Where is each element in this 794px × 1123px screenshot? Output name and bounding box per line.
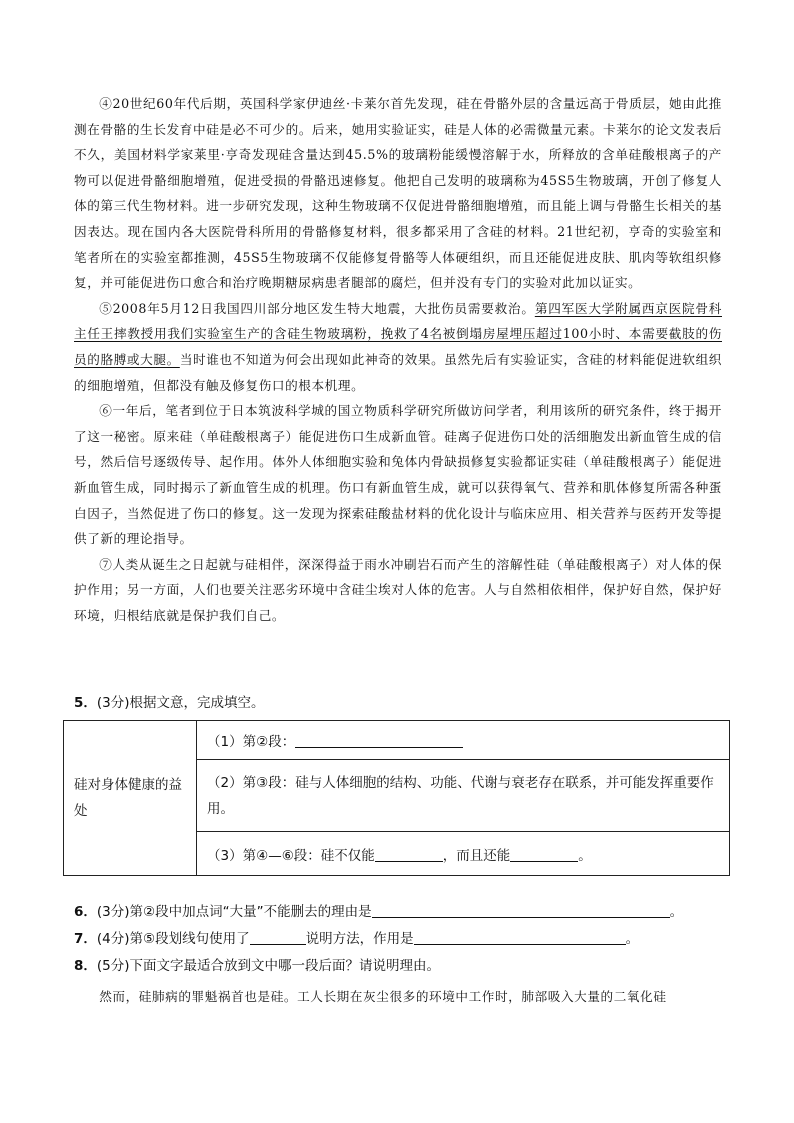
- paragraph-5-lead: ⑤2008年5月12日我国四川部分地区发生特大地震，大批伤员需要救治。: [99, 300, 535, 316]
- question-8-number: 8．: [74, 958, 97, 974]
- question-7-number: 7．: [74, 931, 97, 947]
- answer-blank-1[interactable]: [295, 732, 463, 748]
- fill-in-table: [63, 720, 730, 876]
- paragraph-5-tail: 当时谁也不知道为何会出现如此神奇的效果。虽然先后有实验证实，含硅的材料能促进软组织的细胞增殖，但都没有触及修复伤口的根本机理。: [74, 351, 722, 393]
- question-6-points: (3分): [96, 904, 130, 920]
- paragraph-4: ④20世纪60年代后期，英国科学家伊迪丝·卡莱尔首先发现，硅在骨骼外层的含量远高于骨质层，她由此推测在骨骼的生长发育中硅是必不可少的。后来，她用实验证实，硅是人体的必需微量元素。卡莱尔的论文发表后不久，美国材料学家莱里·亨奇发现硅含量达到45.5%的玻璃粉能缓慢溶解于水，所释放的含单硅酸根离子的产物可以促进骨骼细胞增殖，促进受损的骨骼迅速修复。他把自己发明的玻璃称为45S5生物玻璃，开创了修复人体的第三代生物材料。进一步研究发现，这种生物玻璃不仅促进骨骼细胞增殖，而且能上调与骨骼生长相关的基因表达。现在国内各大医院骨科所用的骨骼修复材料，很多都采用了含硅的材料。21世纪初，亨奇的实验室和笔者所在的实验室都推测，45S5生物玻璃不仅能修复骨骼等人体硬组织，而且还能促进皮肤、肌肉等软组织修复，并可能促进伤口愈合和治疗晚期糖尿病患者腿部的腐烂，但并没有专门的实验对此加以证实。: [74, 96, 722, 291]
- question-8: [74, 956, 440, 976]
- question-7-text-a: 第⑤段划线句使用了: [129, 931, 250, 947]
- table-row-3: [197, 832, 730, 876]
- paragraph-7: ⑦人类从诞生之日起就与硅相伴，深深得益于雨水冲刷岩石而产生的溶解性硅（单硅酸根离子）对人体的保护作用；另一方面，人们也要关注恶劣环境中含硅尘埃对人体的危害。人与自然相依相伴，保护好自然，保护好环境，归根结底就是保护我们自己。: [74, 556, 722, 623]
- question-6-end: 。: [669, 904, 684, 920]
- question-5-text: 根据文意，完成填空。: [129, 695, 265, 711]
- question-7: [74, 929, 639, 949]
- paragraph-5: [74, 296, 722, 398]
- question-8-points: (5分): [96, 958, 130, 974]
- question-5-points: (3分): [96, 695, 130, 711]
- answer-blank-q7-method[interactable]: [250, 929, 306, 945]
- question-7-text-b: 说明方法，作用是: [305, 931, 414, 947]
- table-left-label: 硅对身体健康的益处: [64, 721, 197, 876]
- row-3-label: （3）第④—⑥段：硅不仅能: [207, 847, 375, 864]
- question-6: [74, 902, 683, 922]
- question-8-material: 然而，硅肺病的罪魁祸首也是硅。工人长期在灰尘很多的环境中工作时，肺部吸入大量的二氧化硅: [99, 989, 667, 1004]
- underlined-sentence: 第四军医大学附属西京医院骨科主任王摔教授用我们实验室生产的含硅生物玻璃粉，挽救了4名被倒塌房屋埋压超过100小时、本需要截肢的伤员的胳膊或大腿。: [74, 300, 722, 367]
- reading-passage: [74, 91, 722, 628]
- answer-blank-q6[interactable]: [372, 902, 670, 918]
- table-row-2: （2）第③段：硅与人体细胞的结构、功能、代谢与衰老存在联系，并可能发挥重要作用。: [197, 760, 730, 832]
- question-5-number: 5．: [74, 695, 97, 711]
- question-7-end: 。: [625, 931, 640, 947]
- row-1-label: （1）第②段：: [207, 734, 296, 750]
- answer-blank-2[interactable]: [375, 846, 443, 862]
- question-6-number: 6．: [74, 904, 97, 920]
- question-7-points: (4分): [96, 931, 130, 947]
- row-3-end: 。: [578, 847, 592, 864]
- table-row-1: [197, 721, 730, 760]
- question-6-text: 第②段中加点词“大量”不能删去的理由是: [129, 904, 372, 920]
- row-3-middle: ，而且还能: [442, 847, 511, 864]
- question-8-text: 下面文字最适合放到文中哪一段后面？请说明理由。: [129, 958, 441, 974]
- paragraph-6: ⑥一年后，笔者到位于日本筑波科学城的国立物质科学研究所做访问学者，利用该所的研究条件，终于揭开了这一秘密。原来硅（单硅酸根离子）能促进伤口生成新血管。硅离子促进伤口处的活细胞发出新血管生成的信号，然后信号逐级传导、起作用。体外人体细胞实验和兔体内骨缺损修复实验都证实硅（单硅酸根离子）能促进新血管生成，同时揭示了新血管生成的机理。伤口有新血管生成，就可以获得氧气、营养和肌体修复所需各种蛋白因子，当然促进了伤口的修复。这一发现为探索硅酸盐材料的优化设计与临床应用、相关营养与医药开发等提供了新的理论指导。: [74, 403, 722, 547]
- answer-blank-q7-effect[interactable]: [414, 929, 626, 945]
- question-5: [74, 693, 265, 713]
- answer-blank-3[interactable]: [510, 846, 578, 862]
